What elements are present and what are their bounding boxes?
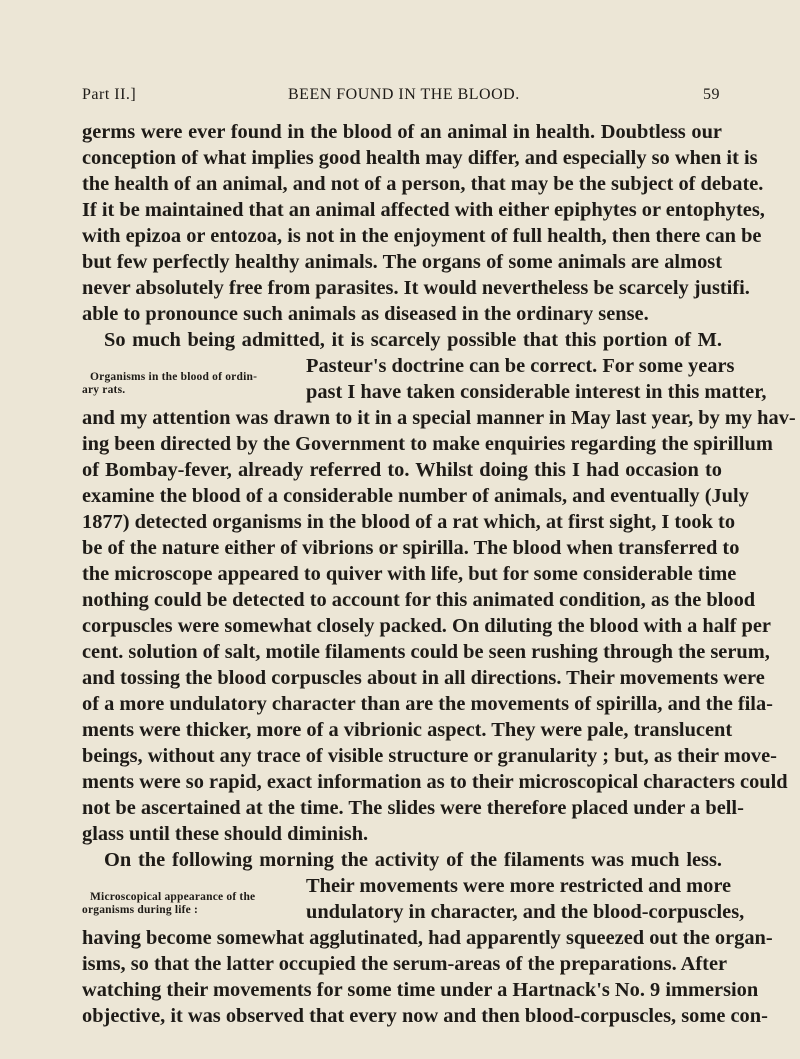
body-line: conception of what implies good health may differ, and especially so when it is [82, 147, 758, 169]
body-line: with epizoa or entozoa, is not in the enjoyment of full health, then there can be [82, 225, 762, 247]
running-header [82, 86, 722, 108]
body-line: examine the blood of a considerable number of animals, and eventually (July [82, 485, 749, 507]
body-line: the health of an animal, and not of a person, that may be the subject of debate. [82, 173, 764, 195]
body-line: germs were ever found in the blood of an animal in health. Doubtless our [82, 121, 722, 143]
body-line: cent. solution of salt, motile filaments could be seen rushing through the serum, [82, 641, 770, 663]
body-line: the microscope appeared to quiver with life, but for some considerable time [82, 563, 737, 585]
body-line: and my attention was drawn to it in a special manner in May last year, by my hav- [82, 407, 796, 429]
body-line: isms, so that the latter occupied the serum-areas of the preparations. After [82, 953, 728, 975]
body-line: watching their movements for some time under a Hartnack's No. 9 immersion [82, 979, 759, 1001]
body-line: be of the nature either of vibrions or spirilla. The blood when transferred to [82, 537, 740, 559]
body-line: beings, without any trace of visible structure or granularity ; but, as their move- [82, 745, 777, 767]
body-line: If it be maintained that an animal affected with either epiphytes or entophytes, [82, 199, 765, 221]
body-line: past I have taken considerable interest in this matter, [306, 381, 767, 403]
body-line: undulatory in character, and the blood-corpuscles, [306, 901, 745, 923]
margin-note [82, 891, 255, 917]
body-line: of Bombay-fever, already referred to. Whilst doing this I had occasion to [82, 459, 722, 481]
margin-note-line: Organisms in the blood of ordin- [90, 371, 258, 383]
body-line: corpuscles were somewhat closely packed. On diluting the blood with a half per [82, 615, 771, 637]
body-line: Pasteur's doctrine can be correct. For some years [306, 355, 735, 377]
body-line: ments were thicker, more of a vibrionic aspect. They were pale, translucent [82, 719, 733, 741]
body-line: 1877) detected organisms in the blood of a rat which, at first sight, I took to [82, 511, 736, 533]
margin-note-line: organisms during life : [82, 904, 199, 916]
body-line: but few perfectly healthy animals. The organs of some animals are almost [82, 251, 722, 273]
body-line: glass until these should diminish. [82, 823, 369, 845]
body-line: ments were so rapid, exact information as to their microscopical characters could [82, 771, 788, 793]
body-line: having become somewhat agglutinated, had apparently squeezed out the organ- [82, 927, 773, 949]
body-line: So much being admitted, it is scarcely possible that this portion of M. [104, 329, 722, 351]
body-line: Their movements were more restricted and more [306, 875, 732, 897]
body-line: nothing could be detected to account for this animated condition, as the blood [82, 589, 756, 611]
body-line: and tossing the blood corpuscles about in all directions. Their movements were [82, 667, 765, 689]
margin-note-line: Microscopical appearance of the [90, 891, 256, 903]
body-line: able to pronounce such animals as diseased in the ordinary sense. [82, 303, 649, 325]
margin-note [82, 371, 257, 397]
body-line: ing been directed by the Government to make enquiries regarding the spirillum [82, 433, 773, 455]
running-title: BEEN FOUND IN THE BLOOD. [288, 86, 520, 103]
page-number: 59 [703, 86, 720, 103]
body-line: of a more undulatory character than are the movements of spirilla, and the fila- [82, 693, 773, 715]
body-line: objective, it was observed that every now and then blood-corpuscles, some con- [82, 1005, 768, 1027]
body-line: never absolutely free from parasites. It would nevertheless be scarcely justifi. [82, 277, 750, 299]
part-label: Part II.] [82, 86, 137, 103]
body-line: not be ascertained at the time. The slides were therefore placed under a bell- [82, 797, 744, 819]
body-line: On the following morning the activity of the filaments was much less. [104, 849, 722, 871]
margin-note-line: ary rats. [82, 384, 126, 396]
